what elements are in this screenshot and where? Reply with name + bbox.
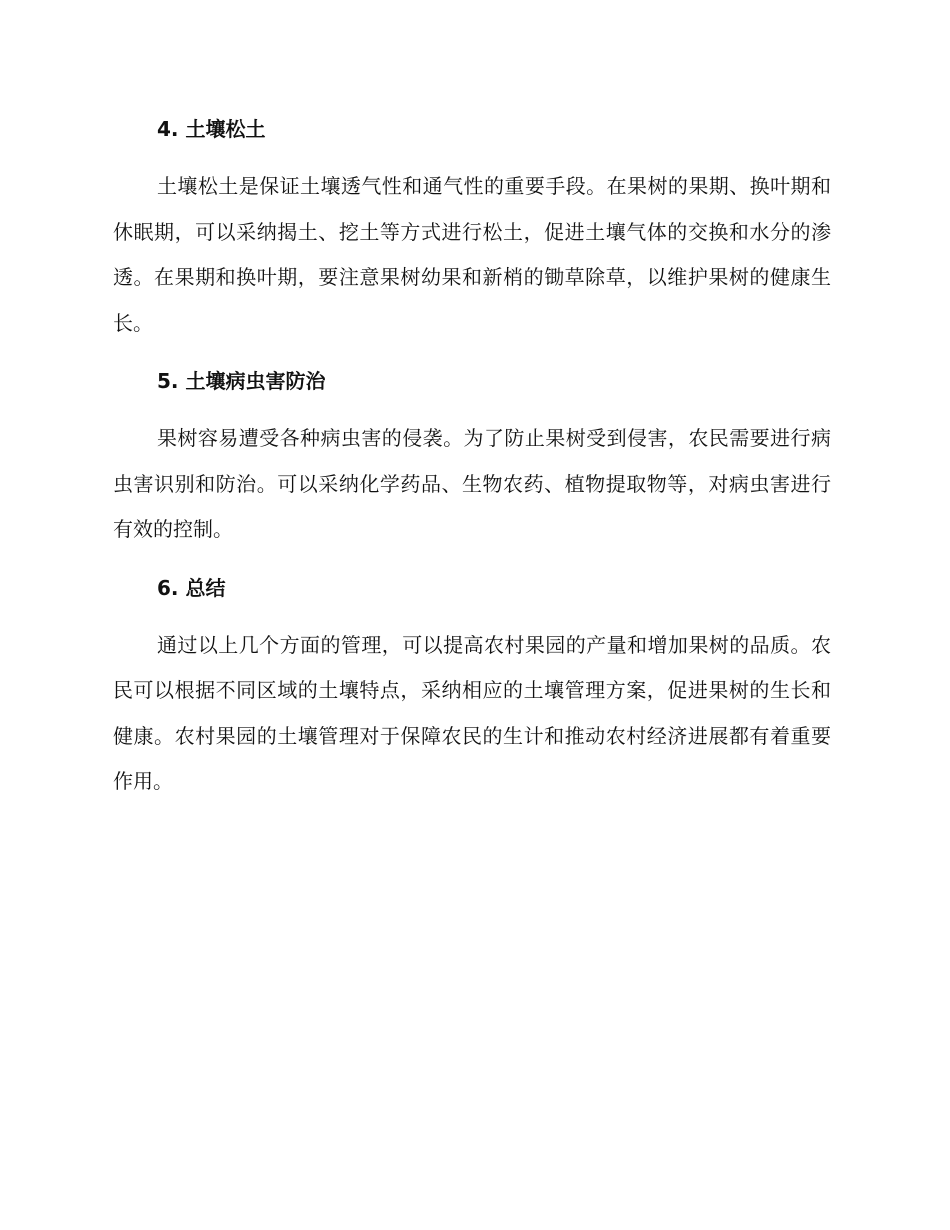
section-heading: 4. 土壤松土 bbox=[157, 117, 266, 141]
section-heading: 6. 总结 bbox=[157, 575, 226, 600]
section-paragraph: 通过以上几个方面的管理，可以提高农村果园的产量和增加果树的品质。农民可以根据不同区域的土壤特点，采纳相应的土壤管理方案，促进果树的生长和健康。农村果园的土壤管理对于保障农民的生计和推动农村经济进展都有着重要作用。 bbox=[113, 632, 831, 793]
section-paragraph: 果树容易遭受各种病虫害的侵袭。为了防止果树受到侵害，农民需要进行病虫害识别和防治。可以采纳化学药品、生物农药、植物提取物等，对病虫害进行有效的控制。 bbox=[113, 426, 831, 541]
document-body bbox=[113, 112, 831, 805]
section-soil-loosening bbox=[113, 112, 831, 346]
section-pest-control bbox=[113, 364, 831, 553]
section-summary bbox=[113, 571, 831, 805]
section-paragraph: 土壤松土是保证土壤透气性和通气性的重要手段。在果树的果期、换叶期和休眠期，可以采纳揭土、挖土等方式进行松土，促进土壤气体的交换和水分的渗透。在果期和换叶期，要注意果树幼果和新梢的锄草除草，以维护果树的健康生长。 bbox=[113, 174, 831, 335]
section-heading: 5. 土壤病虫害防治 bbox=[157, 369, 326, 393]
